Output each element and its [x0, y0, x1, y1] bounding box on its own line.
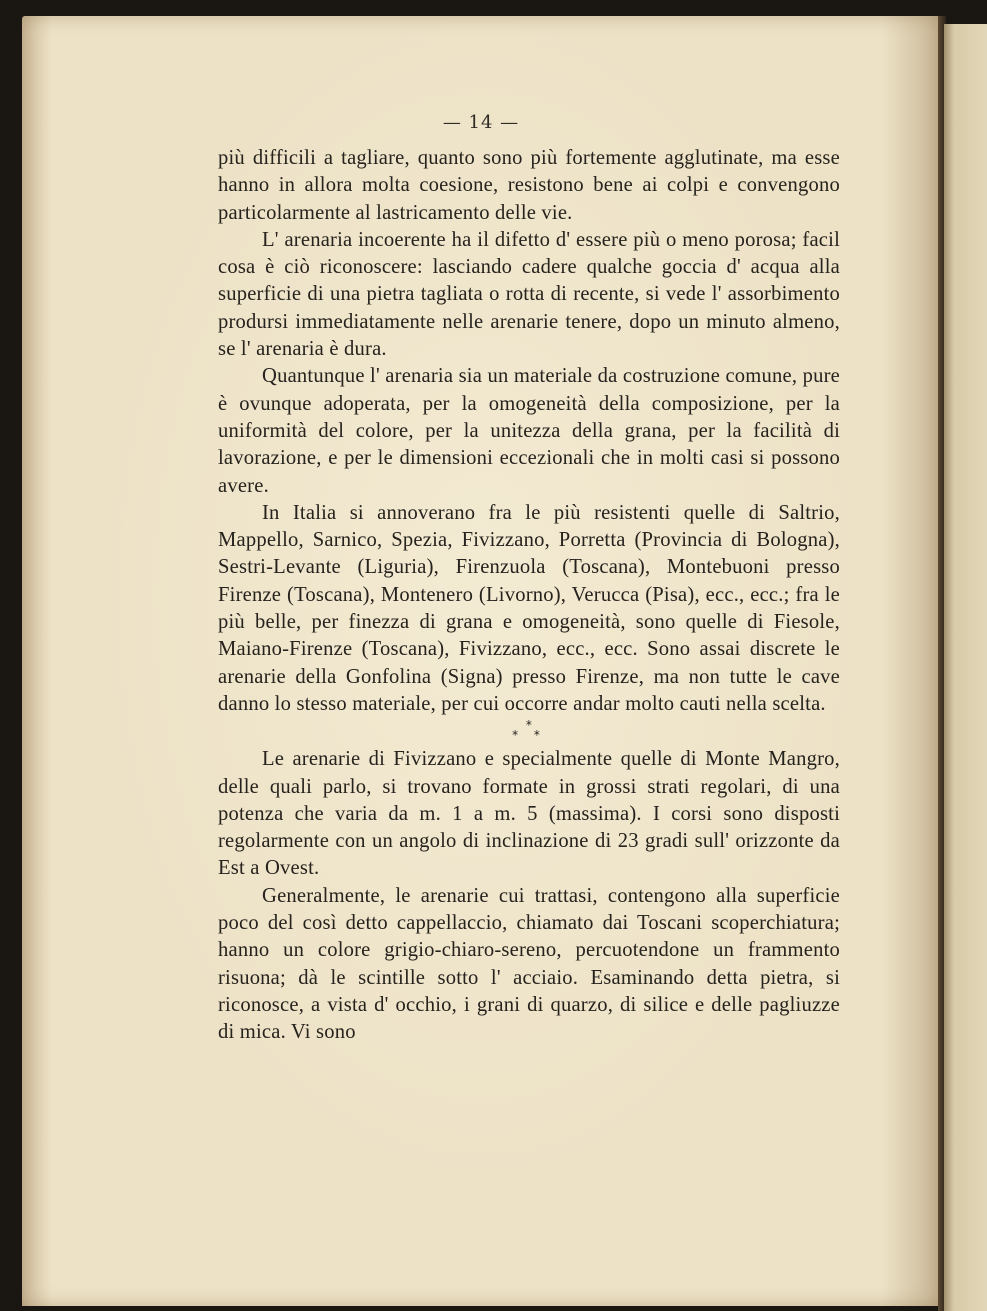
paragraph-usage: Quantunque l' arenaria sia un materiale da costruzione comune, pure è ovunque adoperata, per la omogeneità della composizione, per la uniformità del colore, per la unitezza della grana, per la facilità di lavorazione, e per le dimensioni eccezionali che in molti casi si possono avere. [218, 365, 840, 497]
paragraph-general-properties: Generalmente, le arenarie cui trattasi, contengono alla superficie poco del così detto cappellaccio, chiamato dai Toscani scoperchiatura; hanno un colore grigio-chiaro-sereno, percuotendone un frammento risuona; dà le scintille sotto l' acciaio. Esaminando detta pietra, si riconosce, a vista d' occhio, i grani di quarzo, di silice e delle pagliuzze di mica. Vi sono [218, 884, 840, 1044]
page-number: — 14 — [442, 112, 520, 133]
facing-page-edge [944, 24, 987, 1311]
paragraph-italian-quarries: In Italia si annoverano fra le più resistenti quelle di Saltrio, Mappello, Sarnico, Spezia, Fivizzano, Porretta (Provincia di Bologna), Sestri-Levante (Liguria), Firenzuola (Toscana), Montebuoni presso Firenze (Toscana), Montenero (Livorno), Verucca (Pisa), ecc., ecc.; fra le più belle, per finezza di grana e omogeneità, sono quelle di Fiesole, Maiano-Firenze (Toscana), Fivizzano, ecc., ecc. Sono assai discrete le arenarie della Gonfolina (Signa) presso Firenze, ma non tutte le cave danno lo stesso materiale, per cui occorre andar molto cauti nella scelta. [218, 501, 840, 715]
book-page [22, 16, 940, 1306]
asterism-top: * [525, 718, 533, 733]
page-body [218, 145, 840, 1047]
paragraph-porosity: L' arenaria incoerente ha il difetto d' essere più o meno porosa; facil cosa è ciò riconoscere: lasciando cadere qualche goccia d' acqua alla superficie di una pietra tagliata o rotta di recente, si vede l' assorbimento prodursi immediatamente nelle arenarie tenere, dopo un minuto almeno, se l' arenaria è dura. [218, 228, 840, 361]
paragraph-continuation: più difficili a tagliare, quanto sono più fortemente agglutinate, ma esse hanno in allora molta coesione, resistono bene ai colpi e convengono particolarmente al lastricamento delle vie. [218, 147, 840, 224]
asterism-bottom: * * [512, 728, 546, 743]
section-divider-asterism [218, 718, 840, 746]
paragraph-fivizzano: Le arenarie di Fivizzano e specialmente quelle di Monte Mangro, delle quali parlo, si trovano formate in grossi strati regolari, di una potenza che varia da m. 1 a m. 5 (massima). I corsi sono disposti regolarmente con un angolo di inclinazione di 23 gradi sull' orizzonte da Est a Ovest. [218, 748, 840, 880]
